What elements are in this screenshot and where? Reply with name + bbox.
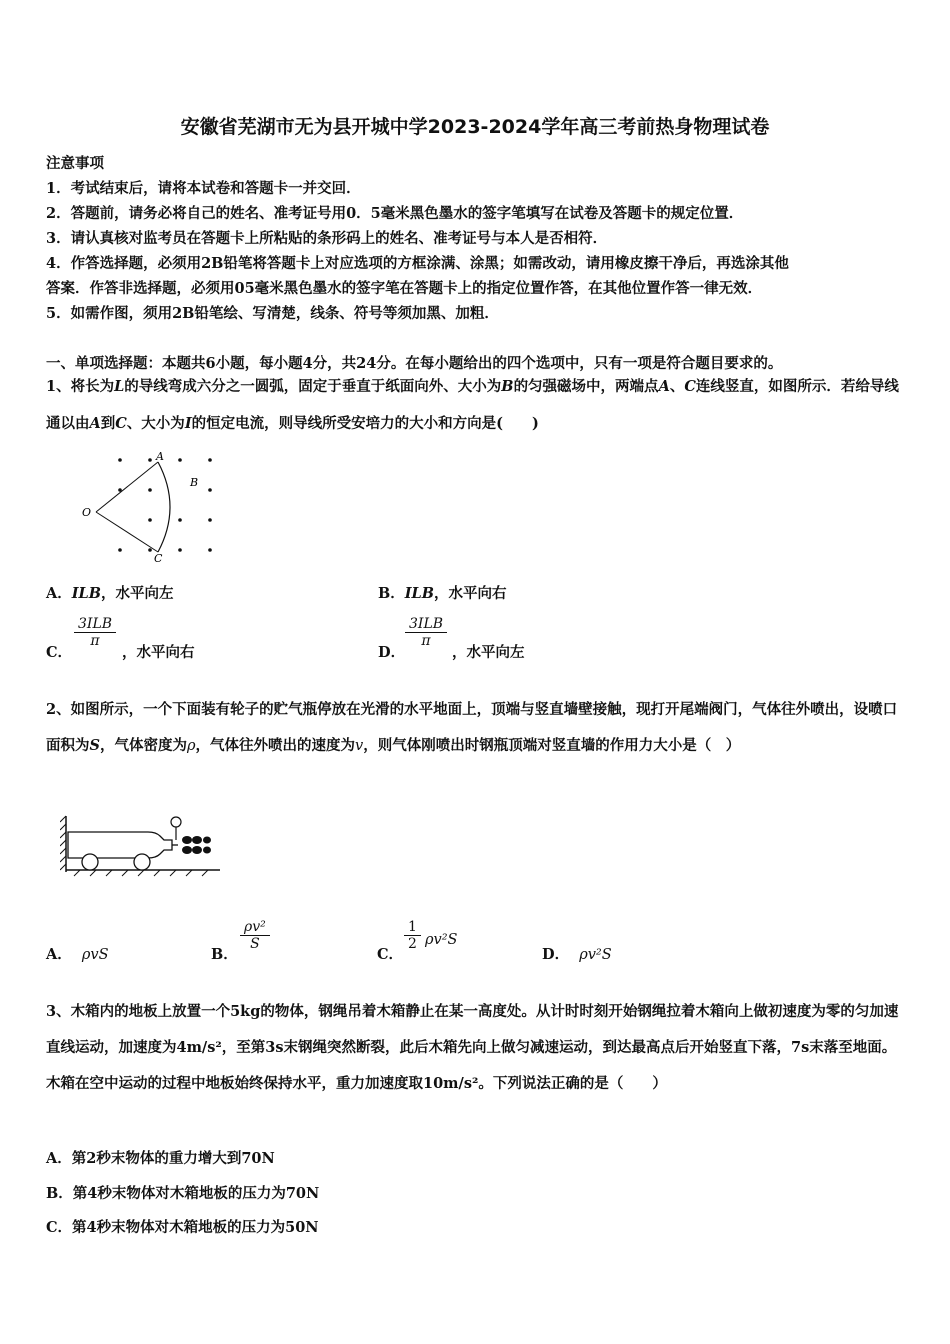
- notice-item: 1．考试结束后，请将本试卷和答题卡一并交回．: [46, 180, 361, 197]
- q2-option-b-fraction: $\frac{\text{ρv²}}{S}$: [240, 919, 270, 952]
- notice-item: 4．作答选择题，必须用2B铅笔将答题卡上对应选项的方框涂满、涂黑；如需改动，请用橡皮擦干净后，再选涂其他: [46, 255, 789, 272]
- q2-option-c-fraction: $\frac{1}{2}$: [404, 919, 421, 952]
- label-o: O: [82, 506, 92, 519]
- section-heading: 一、单项选择题：本题共6小题，每小题4分，共24分。在每小题给出的四个选项中，只有一项是符合题目要求的。: [46, 355, 783, 372]
- label-c: C: [154, 552, 163, 565]
- q1-option-a: A．ILB，水平向左: [46, 585, 174, 602]
- page-title: 安徽省芜湖市无为县开城中学2023-2024学年高三考前热身物理试卷: [180, 116, 770, 138]
- notice-item: 答案．作答非选择题，必须用05毫米黑色墨水的签字笔在答题卡上的指定位置作答，在其他位置作答一律无效．: [46, 280, 763, 297]
- q3-option: B．第4秒末物体对木箱地板的压力为70N: [46, 1185, 320, 1202]
- notice-heading: 注意事项: [46, 155, 104, 172]
- q2-option-a: A． ρvS: [46, 946, 109, 963]
- label-b: B: [190, 476, 199, 489]
- q2-option-c-math: ρv²S: [425, 932, 458, 948]
- question-3-stem: 3、木箱内的地板上放置一个5kg的物体，钢绳吊着木箱静止在某一高度处。从计时时刻开始钢绳拉着木箱向上做初速度为零的匀加速直线运动，加速度为4m/s²，至第3s末钢绳突然断裂，此后木箱先向上做匀减速运动，到达最高点后开始竖直下落，7s末落至地面。木箱在空中运动的过程中地板始终保持水平，重力加速度取10m/s²。下列说法正确的是（ ）: [46, 1003, 899, 1092]
- q3-option: A．第2秒末物体的重力增大到70N: [46, 1150, 275, 1167]
- q1-option-d-text: ，水平向左: [452, 644, 525, 661]
- q3-option: C．第4秒末物体对木箱地板的压力为50N: [46, 1219, 319, 1236]
- q1-option-c-label: C．: [46, 644, 73, 661]
- q1-option-d-fraction: 3ILB π: [405, 616, 447, 649]
- question-2-stem: 2、如图所示，一个下面装有轮子的贮气瓶停放在光滑的水平地面上，顶端与竖直墙壁接触，现打开尾端阀门，气体往外喷出，设喷口面积为S，气体密度为ρ，气体往外喷出的速度为v，则气体刚喷出时钢瓶顶端对竖直墙的作用力大小是（ ）: [46, 701, 898, 754]
- q1-option-c-text: ，水平向右: [122, 644, 195, 661]
- question-1-stem: 1、将长为L的导线弯成六分之一圆弧，固定于垂直于纸面向外、大小为B的匀强磁场中，两端点A、C连线竖直，如图所示．若给导线通以由A到C、大小为I的恒定电流，则导线所受安培力的大小和方向是( ): [46, 378, 899, 432]
- q2-option-b-label: B．: [211, 946, 238, 963]
- q1-option-d-label: D．: [378, 644, 406, 661]
- q2-option-c-label: C．: [377, 946, 404, 963]
- notice-item: 2．答题前，请务必将自己的姓名、准考证号用0．5毫米黑色墨水的签字笔填写在试卷及答题卡的规定位置．: [46, 205, 744, 222]
- gas-cylinder-figure: [60, 812, 230, 878]
- q2-option-d: D． ρv²S: [542, 946, 612, 963]
- magnetic-field-figure: [78, 448, 228, 568]
- notice-item: 3．请认真核对监考员在答题卡上所粘贴的条形码上的姓名、准考证号与本人是否相符．: [46, 230, 608, 247]
- label-a: A: [156, 450, 164, 463]
- q1-option-b: B．ILB，水平向右: [378, 585, 507, 602]
- notice-item: 5．如需作图，须用2B铅笔绘、写清楚，线条、符号等须加黑、加粗．: [46, 305, 499, 322]
- q1-option-c-fraction: 3ILB π: [74, 616, 116, 649]
